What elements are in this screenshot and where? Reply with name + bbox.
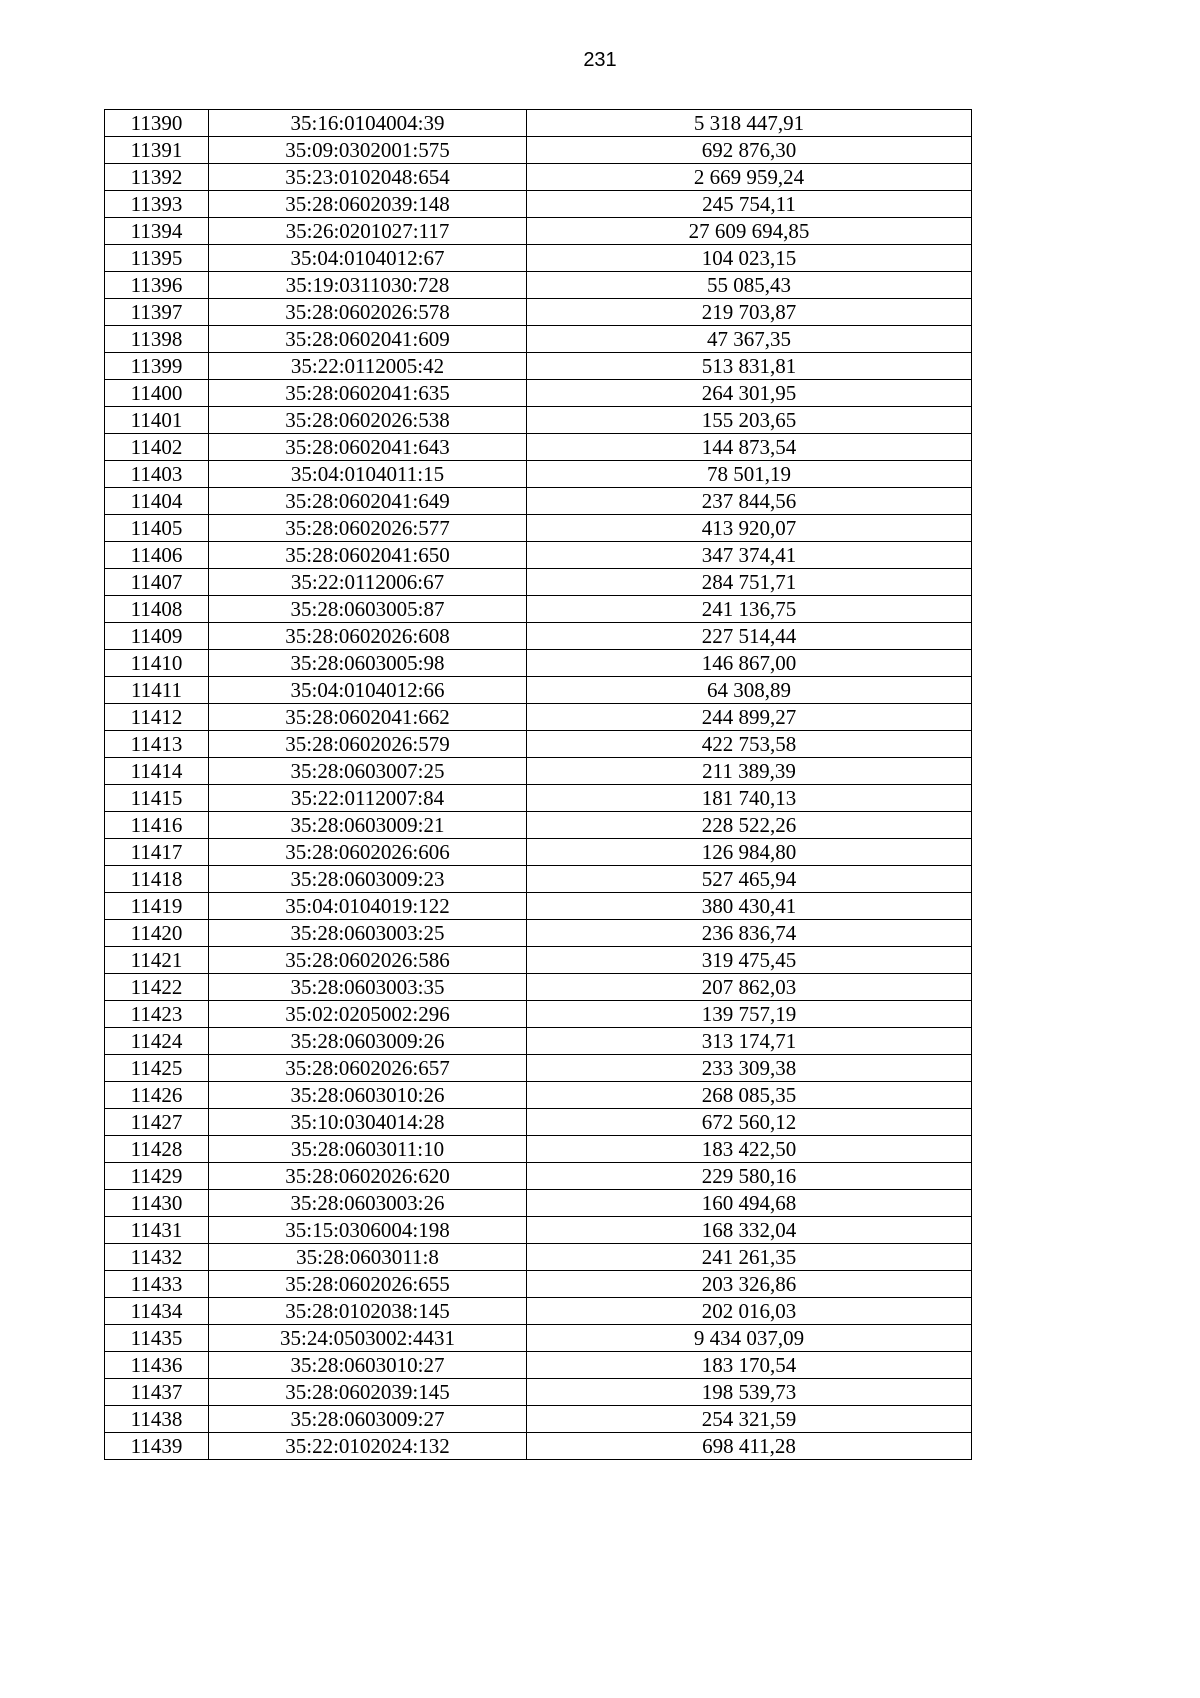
row-number-cell: 11439 xyxy=(105,1433,209,1460)
cadastral-value-cell: 264 301,95 xyxy=(527,380,972,407)
table-row xyxy=(105,245,972,272)
table-row xyxy=(105,596,972,623)
cadastral-value-cell: 139 757,19 xyxy=(527,1001,972,1028)
row-number-cell: 11408 xyxy=(105,596,209,623)
cadastral-number-cell: 35:28:0602026:608 xyxy=(209,623,527,650)
row-number-cell: 11398 xyxy=(105,326,209,353)
cadastral-value-cell: 168 332,04 xyxy=(527,1217,972,1244)
cadastral-value-cell: 319 475,45 xyxy=(527,947,972,974)
page-number: 231 xyxy=(583,49,617,71)
row-number-cell: 11426 xyxy=(105,1082,209,1109)
table-row xyxy=(105,623,972,650)
cadastral-number-cell: 35:28:0603011:8 xyxy=(209,1244,527,1271)
table-row xyxy=(105,164,972,191)
cadastral-number-cell: 35:28:0603009:21 xyxy=(209,812,527,839)
cadastral-number-cell: 35:28:0602041:662 xyxy=(209,704,527,731)
cadastral-number-cell: 35:09:0302001:575 xyxy=(209,137,527,164)
cadastral-number-cell: 35:28:0602041:635 xyxy=(209,380,527,407)
row-number-cell: 11418 xyxy=(105,866,209,893)
table-row xyxy=(105,461,972,488)
cadastral-value-cell: 347 374,41 xyxy=(527,542,972,569)
row-number-cell: 11419 xyxy=(105,893,209,920)
row-number-cell: 11397 xyxy=(105,299,209,326)
cadastral-value-cell: 698 411,28 xyxy=(527,1433,972,1460)
row-number-cell: 11424 xyxy=(105,1028,209,1055)
cadastral-value-cell: 219 703,87 xyxy=(527,299,972,326)
cadastral-number-cell: 35:15:0306004:198 xyxy=(209,1217,527,1244)
cadastral-value-cell: 527 465,94 xyxy=(527,866,972,893)
row-number-cell: 11412 xyxy=(105,704,209,731)
cadastral-number-cell: 35:28:0603009:23 xyxy=(209,866,527,893)
cadastral-value-cell: 268 085,35 xyxy=(527,1082,972,1109)
cadastral-number-cell: 35:04:0104011:15 xyxy=(209,461,527,488)
table-row xyxy=(105,1190,972,1217)
table-row xyxy=(105,1217,972,1244)
row-number-cell: 11430 xyxy=(105,1190,209,1217)
cadastral-number-cell: 35:28:0602026:620 xyxy=(209,1163,527,1190)
row-number-cell: 11405 xyxy=(105,515,209,542)
table-row xyxy=(105,974,972,1001)
cadastral-number-cell: 35:04:0104012:67 xyxy=(209,245,527,272)
cadastral-value-cell: 9 434 037,09 xyxy=(527,1325,972,1352)
row-number-cell: 11403 xyxy=(105,461,209,488)
row-number-cell: 11425 xyxy=(105,1055,209,1082)
table-body xyxy=(105,110,972,1460)
cadastral-number-cell: 35:23:0102048:654 xyxy=(209,164,527,191)
cadastral-value-cell: 146 867,00 xyxy=(527,650,972,677)
cadastral-number-cell: 35:28:0603007:25 xyxy=(209,758,527,785)
table-row xyxy=(105,1433,972,1460)
row-number-cell: 11437 xyxy=(105,1379,209,1406)
cadastral-number-cell: 35:02:0205002:296 xyxy=(209,1001,527,1028)
table-row xyxy=(105,380,972,407)
cadastral-value-cell: 155 203,65 xyxy=(527,407,972,434)
table-row xyxy=(105,542,972,569)
cadastral-value-cell: 211 389,39 xyxy=(527,758,972,785)
cadastral-value-cell: 692 876,30 xyxy=(527,137,972,164)
row-number-cell: 11417 xyxy=(105,839,209,866)
cadastral-value-cell: 203 326,86 xyxy=(527,1271,972,1298)
table-row xyxy=(105,515,972,542)
row-number-cell: 11436 xyxy=(105,1352,209,1379)
table-row xyxy=(105,1163,972,1190)
row-number-cell: 11410 xyxy=(105,650,209,677)
table-row xyxy=(105,758,972,785)
cadastral-value-cell: 47 367,35 xyxy=(527,326,972,353)
cadastral-number-cell: 35:19:0311030:728 xyxy=(209,272,527,299)
row-number-cell: 11428 xyxy=(105,1136,209,1163)
cadastral-number-cell: 35:28:0602041:649 xyxy=(209,488,527,515)
row-number-cell: 11415 xyxy=(105,785,209,812)
row-number-cell: 11432 xyxy=(105,1244,209,1271)
table-row xyxy=(105,1298,972,1325)
cadastral-number-cell: 35:28:0603005:98 xyxy=(209,650,527,677)
cadastral-number-cell: 35:22:0112006:67 xyxy=(209,569,527,596)
cadastral-number-cell: 35:26:0201027:117 xyxy=(209,218,527,245)
table-row xyxy=(105,866,972,893)
cadastral-number-cell: 35:28:0602026:586 xyxy=(209,947,527,974)
table-row xyxy=(105,1379,972,1406)
row-number-cell: 11422 xyxy=(105,974,209,1001)
row-number-cell: 11390 xyxy=(105,110,209,137)
table-row xyxy=(105,650,972,677)
cadastral-number-cell: 35:28:0602039:148 xyxy=(209,191,527,218)
table-row xyxy=(105,1028,972,1055)
cadastral-number-cell: 35:28:0602026:577 xyxy=(209,515,527,542)
row-number-cell: 11434 xyxy=(105,1298,209,1325)
cadastral-number-cell: 35:28:0602026:578 xyxy=(209,299,527,326)
table-row xyxy=(105,137,972,164)
cadastral-value-cell: 78 501,19 xyxy=(527,461,972,488)
cadastral-value-cell: 64 308,89 xyxy=(527,677,972,704)
cadastral-value-cell: 2 669 959,24 xyxy=(527,164,972,191)
table-row xyxy=(105,110,972,137)
row-number-cell: 11406 xyxy=(105,542,209,569)
cadastral-number-cell: 35:22:0112007:84 xyxy=(209,785,527,812)
table-row xyxy=(105,731,972,758)
table-row xyxy=(105,1352,972,1379)
table-row xyxy=(105,488,972,515)
row-number-cell: 11411 xyxy=(105,677,209,704)
cadastral-number-cell: 35:16:0104004:39 xyxy=(209,110,527,137)
cadastral-number-cell: 35:28:0603003:26 xyxy=(209,1190,527,1217)
table-row xyxy=(105,812,972,839)
cadastral-value-cell: 672 560,12 xyxy=(527,1109,972,1136)
table-row xyxy=(105,299,972,326)
cadastral-value-cell: 27 609 694,85 xyxy=(527,218,972,245)
row-number-cell: 11391 xyxy=(105,137,209,164)
cadastral-number-cell: 35:28:0602026:579 xyxy=(209,731,527,758)
cadastral-value-cell: 513 831,81 xyxy=(527,353,972,380)
cadastral-value-cell: 5 318 447,91 xyxy=(527,110,972,137)
cadastral-value-cell: 236 836,74 xyxy=(527,920,972,947)
cadastral-value-cell: 229 580,16 xyxy=(527,1163,972,1190)
cadastral-number-cell: 35:28:0602026:606 xyxy=(209,839,527,866)
row-number-cell: 11427 xyxy=(105,1109,209,1136)
row-number-cell: 11392 xyxy=(105,164,209,191)
row-number-cell: 11394 xyxy=(105,218,209,245)
table-row xyxy=(105,569,972,596)
cadastral-number-cell: 35:10:0304014:28 xyxy=(209,1109,527,1136)
cadastral-number-cell: 35:22:0102024:132 xyxy=(209,1433,527,1460)
cadastral-value-cell: 244 899,27 xyxy=(527,704,972,731)
table-row xyxy=(105,191,972,218)
cadastral-value-cell: 254 321,59 xyxy=(527,1406,972,1433)
row-number-cell: 11395 xyxy=(105,245,209,272)
table-row xyxy=(105,920,972,947)
table-row xyxy=(105,1406,972,1433)
cadastral-number-cell: 35:22:0112005:42 xyxy=(209,353,527,380)
row-number-cell: 11429 xyxy=(105,1163,209,1190)
row-number-cell: 11420 xyxy=(105,920,209,947)
cadastral-value-table xyxy=(104,109,972,1460)
cadastral-value-cell: 160 494,68 xyxy=(527,1190,972,1217)
cadastral-value-cell: 237 844,56 xyxy=(527,488,972,515)
table-row xyxy=(105,1001,972,1028)
cadastral-value-cell: 183 422,50 xyxy=(527,1136,972,1163)
cadastral-number-cell: 35:28:0602041:609 xyxy=(209,326,527,353)
cadastral-number-cell: 35:28:0602039:145 xyxy=(209,1379,527,1406)
table-row xyxy=(105,1271,972,1298)
cadastral-value-cell: 413 920,07 xyxy=(527,515,972,542)
cadastral-value-cell: 233 309,38 xyxy=(527,1055,972,1082)
cadastral-value-cell: 126 984,80 xyxy=(527,839,972,866)
cadastral-value-cell: 241 261,35 xyxy=(527,1244,972,1271)
row-number-cell: 11433 xyxy=(105,1271,209,1298)
table-row xyxy=(105,704,972,731)
table-row xyxy=(105,1055,972,1082)
cadastral-value-cell: 227 514,44 xyxy=(527,623,972,650)
row-number-cell: 11407 xyxy=(105,569,209,596)
row-number-cell: 11421 xyxy=(105,947,209,974)
table-row xyxy=(105,1244,972,1271)
table-row xyxy=(105,839,972,866)
row-number-cell: 11402 xyxy=(105,434,209,461)
row-number-cell: 11423 xyxy=(105,1001,209,1028)
table-row xyxy=(105,434,972,461)
cadastral-value-cell: 181 740,13 xyxy=(527,785,972,812)
table-row xyxy=(105,218,972,245)
table-row xyxy=(105,1136,972,1163)
row-number-cell: 11416 xyxy=(105,812,209,839)
row-number-cell: 11399 xyxy=(105,353,209,380)
cadastral-value-cell: 104 023,15 xyxy=(527,245,972,272)
cadastral-number-cell: 35:28:0603010:26 xyxy=(209,1082,527,1109)
cadastral-number-cell: 35:04:0104019:122 xyxy=(209,893,527,920)
cadastral-value-cell: 202 016,03 xyxy=(527,1298,972,1325)
cadastral-value-cell: 55 085,43 xyxy=(527,272,972,299)
table-row xyxy=(105,326,972,353)
cadastral-number-cell: 35:28:0102038:145 xyxy=(209,1298,527,1325)
row-number-cell: 11396 xyxy=(105,272,209,299)
cadastral-value-cell: 284 751,71 xyxy=(527,569,972,596)
cadastral-value-cell: 380 430,41 xyxy=(527,893,972,920)
cadastral-number-cell: 35:28:0603011:10 xyxy=(209,1136,527,1163)
table-row xyxy=(105,407,972,434)
table-row xyxy=(105,893,972,920)
cadastral-number-cell: 35:28:0602026:657 xyxy=(209,1055,527,1082)
table-row xyxy=(105,1082,972,1109)
table-row xyxy=(105,353,972,380)
cadastral-number-cell: 35:28:0603003:35 xyxy=(209,974,527,1001)
row-number-cell: 11409 xyxy=(105,623,209,650)
row-number-cell: 11400 xyxy=(105,380,209,407)
cadastral-value-cell: 183 170,54 xyxy=(527,1352,972,1379)
cadastral-number-cell: 35:24:0503002:4431 xyxy=(209,1325,527,1352)
table-row xyxy=(105,1109,972,1136)
cadastral-number-cell: 35:28:0602041:650 xyxy=(209,542,527,569)
table-row xyxy=(105,677,972,704)
cadastral-value-cell: 241 136,75 xyxy=(527,596,972,623)
table-row xyxy=(105,785,972,812)
cadastral-number-cell: 35:04:0104012:66 xyxy=(209,677,527,704)
row-number-cell: 11404 xyxy=(105,488,209,515)
cadastral-value-cell: 228 522,26 xyxy=(527,812,972,839)
table-row xyxy=(105,1325,972,1352)
row-number-cell: 11401 xyxy=(105,407,209,434)
row-number-cell: 11438 xyxy=(105,1406,209,1433)
cadastral-value-cell: 144 873,54 xyxy=(527,434,972,461)
cadastral-value-cell: 313 174,71 xyxy=(527,1028,972,1055)
row-number-cell: 11393 xyxy=(105,191,209,218)
cadastral-number-cell: 35:28:0603005:87 xyxy=(209,596,527,623)
cadastral-value-cell: 198 539,73 xyxy=(527,1379,972,1406)
cadastral-number-cell: 35:28:0602041:643 xyxy=(209,434,527,461)
cadastral-number-cell: 35:28:0603010:27 xyxy=(209,1352,527,1379)
row-number-cell: 11431 xyxy=(105,1217,209,1244)
table-row xyxy=(105,947,972,974)
cadastral-number-cell: 35:28:0602026:538 xyxy=(209,407,527,434)
row-number-cell: 11413 xyxy=(105,731,209,758)
row-number-cell: 11414 xyxy=(105,758,209,785)
row-number-cell: 11435 xyxy=(105,1325,209,1352)
table-row xyxy=(105,272,972,299)
cadastral-value-cell: 207 862,03 xyxy=(527,974,972,1001)
cadastral-number-cell: 35:28:0603009:27 xyxy=(209,1406,527,1433)
cadastral-value-cell: 422 753,58 xyxy=(527,731,972,758)
cadastral-number-cell: 35:28:0603003:25 xyxy=(209,920,527,947)
cadastral-number-cell: 35:28:0603009:26 xyxy=(209,1028,527,1055)
cadastral-value-cell: 245 754,11 xyxy=(527,191,972,218)
cadastral-number-cell: 35:28:0602026:655 xyxy=(209,1271,527,1298)
